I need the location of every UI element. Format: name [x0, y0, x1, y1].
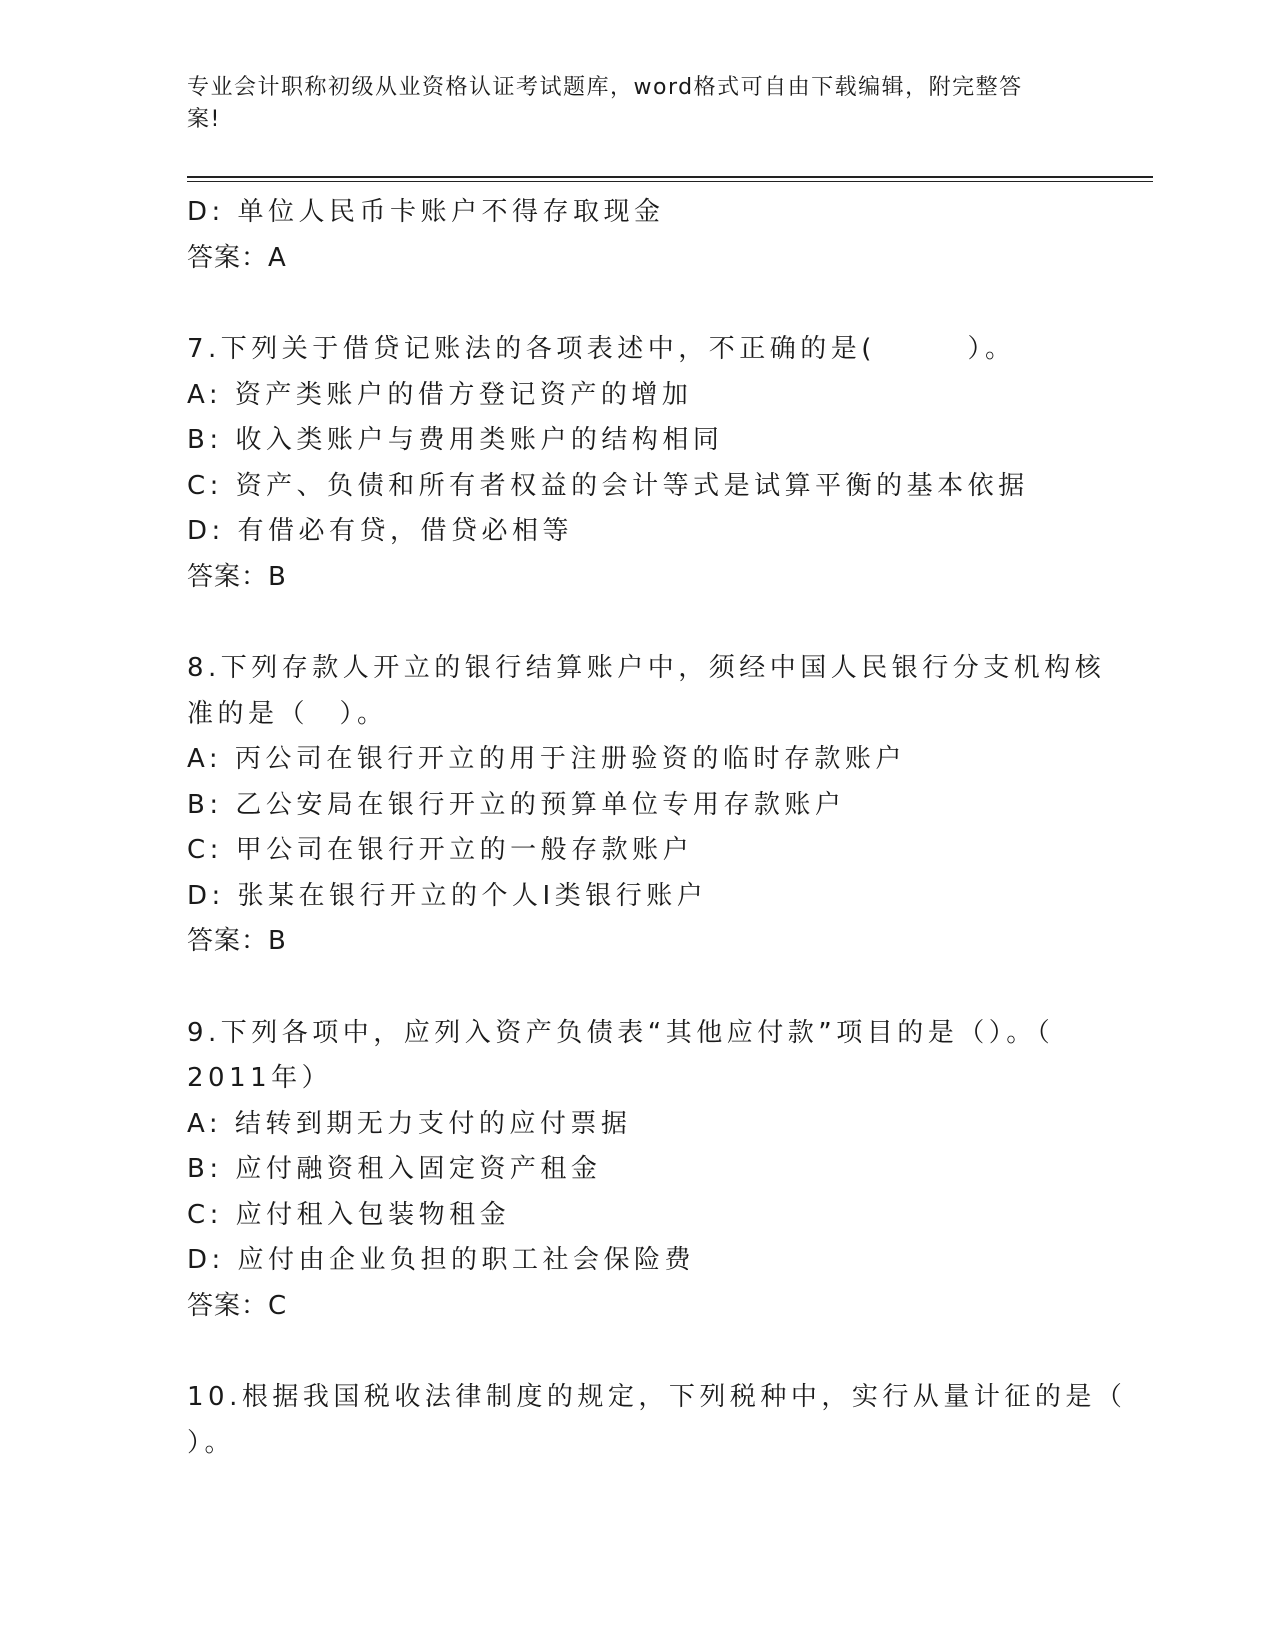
- question-8: [187, 646, 1106, 965]
- option-b: B: 收入类账户与费用类账户的结构相同: [187, 425, 724, 455]
- answer: 答案：B: [187, 926, 287, 956]
- question-stem-line-1: 10.根据我国税收法律制度的规定，下列税种中，实行从量计征的是（: [187, 1382, 1127, 1412]
- option-a: A: 结转到期无力支付的应付票据: [187, 1108, 632, 1139]
- option-c: C: 甲公司在银行开立的一般存款账户: [187, 835, 694, 865]
- question-stem-line-2: ）。: [187, 1427, 236, 1458]
- option-a: A: 资产类账户的借方登记资产的增加: [187, 379, 693, 410]
- header-line-2: 案!: [187, 107, 221, 132]
- answer: 答案：B: [187, 561, 287, 592]
- question-stem-line-2: 2011年）: [187, 1063, 333, 1093]
- document-header: [187, 72, 1067, 136]
- question-10: [187, 1375, 1127, 1466]
- option-c: C: 应付租入包装物租金: [187, 1199, 511, 1230]
- option-c: C: 资产、负债和所有者权益的会计等式是试算平衡的基本依据: [187, 470, 1029, 501]
- option-d: D: 应付由企业负担的职工社会保险费: [187, 1245, 696, 1275]
- question-stem: 7.下列关于借贷记账法的各项表述中，不正确的是( ）。: [187, 334, 1016, 364]
- question-stem-line-1: 8.下列存款人开立的银行结算账户中，须经中国人民银行分支机构核: [187, 653, 1106, 683]
- question-content: [187, 190, 1127, 1466]
- header-rule-thin: [187, 181, 1153, 182]
- option-a: A: 丙公司在银行开立的用于注册验资的临时存款账户: [187, 744, 906, 774]
- option-b: B: 乙公安局在银行开立的预算单位专用存款账户: [187, 789, 846, 820]
- option-d: D: 有借必有贷，借贷必相等: [187, 516, 574, 546]
- option-d: D: 张某在银行开立的个人Ⅰ类银行账户: [187, 880, 708, 911]
- header-line-1: 专业会计职称初级从业资格认证考试题库，word格式可自由下载编辑，附完整答: [187, 75, 1023, 100]
- question-7: [187, 327, 1087, 600]
- question-stem-line-1: 9.下列各项中，应列入资产负债表“其他应付款”项目的是（）。（: [187, 1017, 1055, 1048]
- header-rule-thick: [187, 176, 1153, 178]
- question-9: [187, 1011, 1087, 1330]
- question-stem-line-2: 准的是（ ）。: [187, 698, 388, 729]
- answer: 答案：C: [187, 1290, 288, 1321]
- prev-answer: 答案：A: [187, 242, 287, 273]
- prev-option-d: D: 单位人民币卡账户不得存取现金: [187, 197, 665, 227]
- option-b: B: 应付融资租入固定资产租金: [187, 1154, 602, 1184]
